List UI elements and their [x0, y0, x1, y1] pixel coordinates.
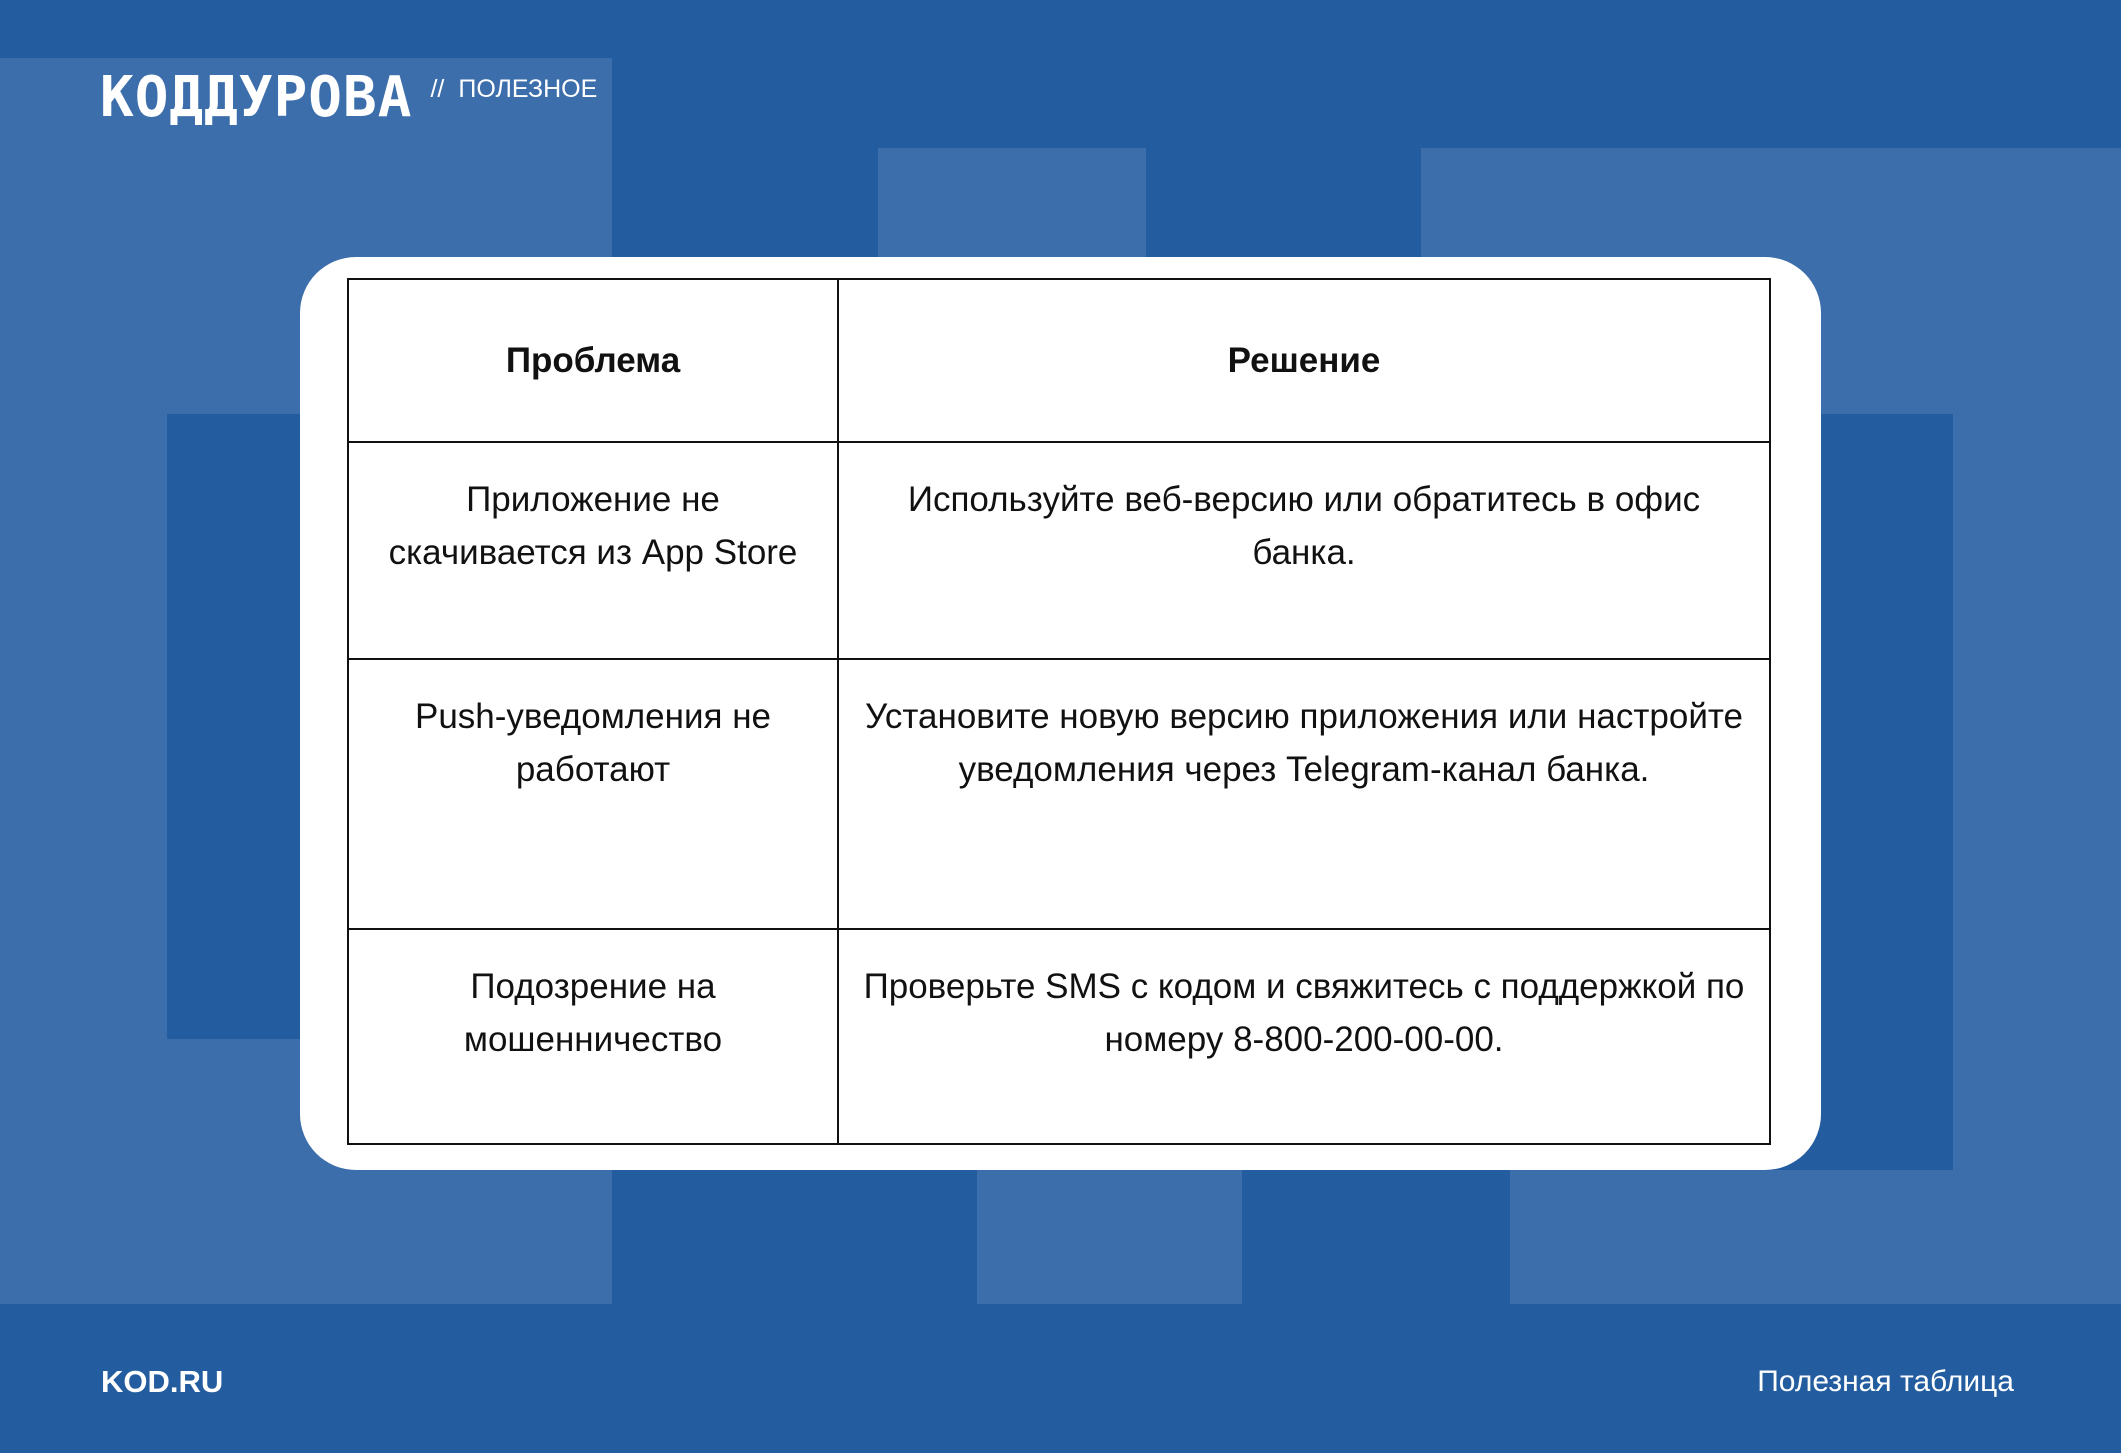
brand-logo[interactable]: КОДДУРОВА: [100, 65, 413, 130]
table-row: [348, 442, 1770, 659]
problem-cell: Подозрение на мошенничество: [348, 929, 838, 1144]
problem-cell: Push-уведомления не работают: [348, 659, 838, 929]
solution-cell: Проверьте SMS с кодом и свяжитесь с поддержкой по номеру 8-800-200-00-00.: [838, 929, 1770, 1144]
column-header-problem: Проблема: [348, 279, 838, 442]
background-block: [1953, 414, 2121, 1304]
background-block: [1242, 1170, 1510, 1304]
table-row: [348, 659, 1770, 929]
table-row: [348, 929, 1770, 1144]
background-block: [700, 1170, 977, 1304]
breadcrumb-section[interactable]: ПОЛЕЗНОЕ: [458, 75, 598, 103]
background-block: [878, 148, 1146, 258]
background-block: [0, 1304, 2045, 1453]
solution-cell: Используйте веб-версию или обратитесь в офис банка.: [838, 442, 1770, 659]
column-header-solution: Решение: [838, 279, 1770, 442]
breadcrumb-separator: //: [430, 75, 445, 103]
breadcrumb: [430, 74, 597, 104]
footer-caption: Полезная таблица: [1757, 1365, 2014, 1398]
table-header-row: [348, 279, 1770, 442]
background-block: [612, 0, 2121, 148]
background-block: [1821, 414, 1953, 1039]
problem-solution-table: [347, 278, 1771, 1145]
table-card: [300, 257, 1821, 1170]
background-block: [977, 1170, 1242, 1304]
background-block: [167, 414, 317, 1039]
problem-cell: Приложение не скачивается из App Store: [348, 442, 838, 659]
solution-cell: Установите новую версию приложения или настройте уведомления через Telegram-канал банка.: [838, 659, 1770, 929]
site-link[interactable]: KOD.RU: [101, 1364, 224, 1399]
background-block: [1510, 1170, 1953, 1304]
header: [100, 65, 598, 130]
background-block: [2045, 1392, 2121, 1453]
